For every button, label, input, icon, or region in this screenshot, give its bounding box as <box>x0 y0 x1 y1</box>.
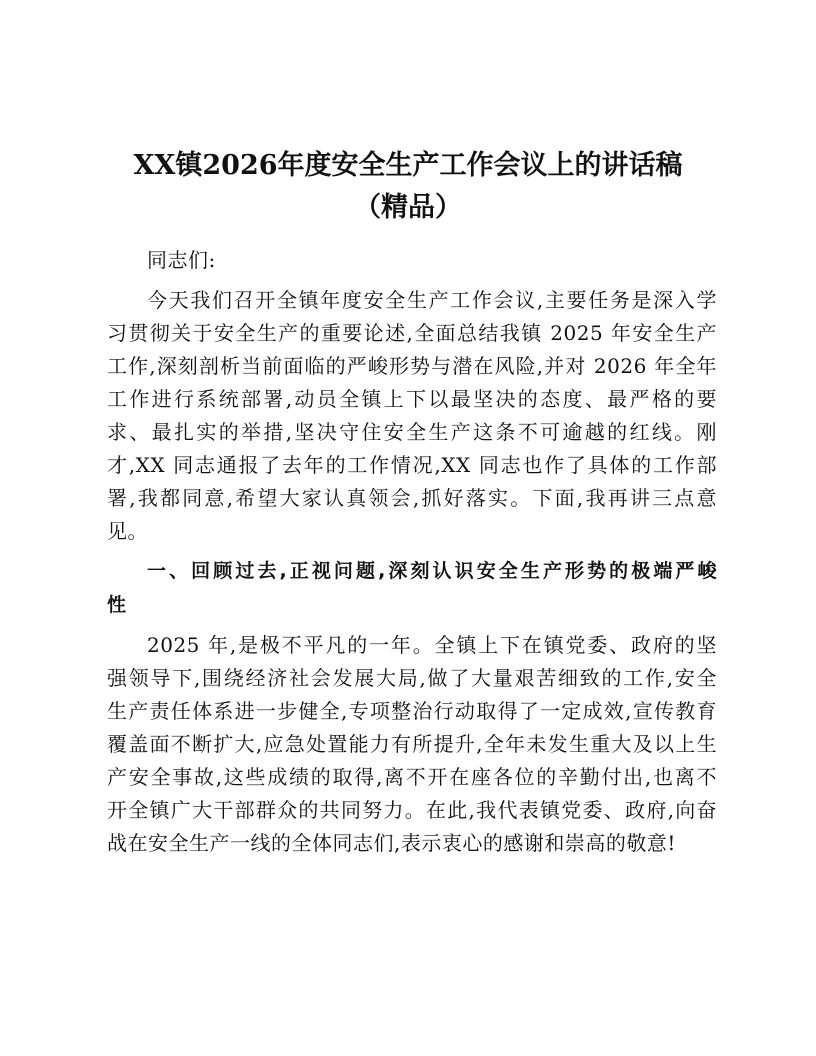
paragraph-line: 今天我们召开全镇年度安全生产工作会议,主要任务是深入学 <box>147 288 717 312</box>
paragraph-line: 习贯彻关于安全生产的重要论述,全面总结我镇 2025 年安全生产 <box>107 321 717 345</box>
salutation: 同志们: <box>147 248 216 272</box>
paragraph-line: 见。 <box>107 519 148 543</box>
paragraph-line: 工作,深刻剖析当前面临的严峻形势与潜在风险,并对 2026 年全年 <box>107 354 717 378</box>
paragraph-line: 2025 年,是极不平凡的一年。全镇上下在镇党委、政府的坚 <box>147 633 717 657</box>
paragraph-line: 才,XX 同志通报了去年的工作情况,XX 同志也作了具体的工作部 <box>107 453 717 477</box>
paragraph-line: 覆盖面不断扩大,应急处置能力有所提升,全年未发生重大及以上生 <box>107 732 717 756</box>
document-title-subtitle: （精品） <box>354 192 462 223</box>
paragraph-line: 开全镇广大干部群众的共同努力。在此,我代表镇党委、政府,向奋 <box>107 798 717 822</box>
paragraph-line: 生产责任体系进一步健全,专项整治行动取得了一定成效,宣传教育 <box>107 699 717 723</box>
paragraph-line: 强领导下,围绕经济社会发展大局,做了大量艰苦细致的工作,安全 <box>107 666 717 690</box>
paragraph-line: 战在安全生产一线的全体同志们,表示衷心的感谢和崇高的敬意! <box>107 831 676 855</box>
paragraph-line: 署,我都同意,希望大家认真领会,抓好落实。下面,我再讲三点意 <box>107 486 717 510</box>
document-title: XX镇2026年度安全生产工作会议上的讲话稿 <box>133 150 683 181</box>
paragraph-line: 求、最扎实的举措,坚决守住安全生产这条不可逾越的红线。刚 <box>107 420 717 444</box>
section-heading: 性 <box>107 594 127 616</box>
section-heading: 一、回顾过去,正视问题,深刻认识安全生产形势的极端严峻 <box>147 560 717 582</box>
paragraph-line: 工作进行系统部署,动员全镇上下以最坚决的态度、最严格的要 <box>107 387 717 411</box>
paragraph-line: 产安全事故,这些成绩的取得,离不开在座各位的辛勤付出,也离不 <box>107 765 717 789</box>
